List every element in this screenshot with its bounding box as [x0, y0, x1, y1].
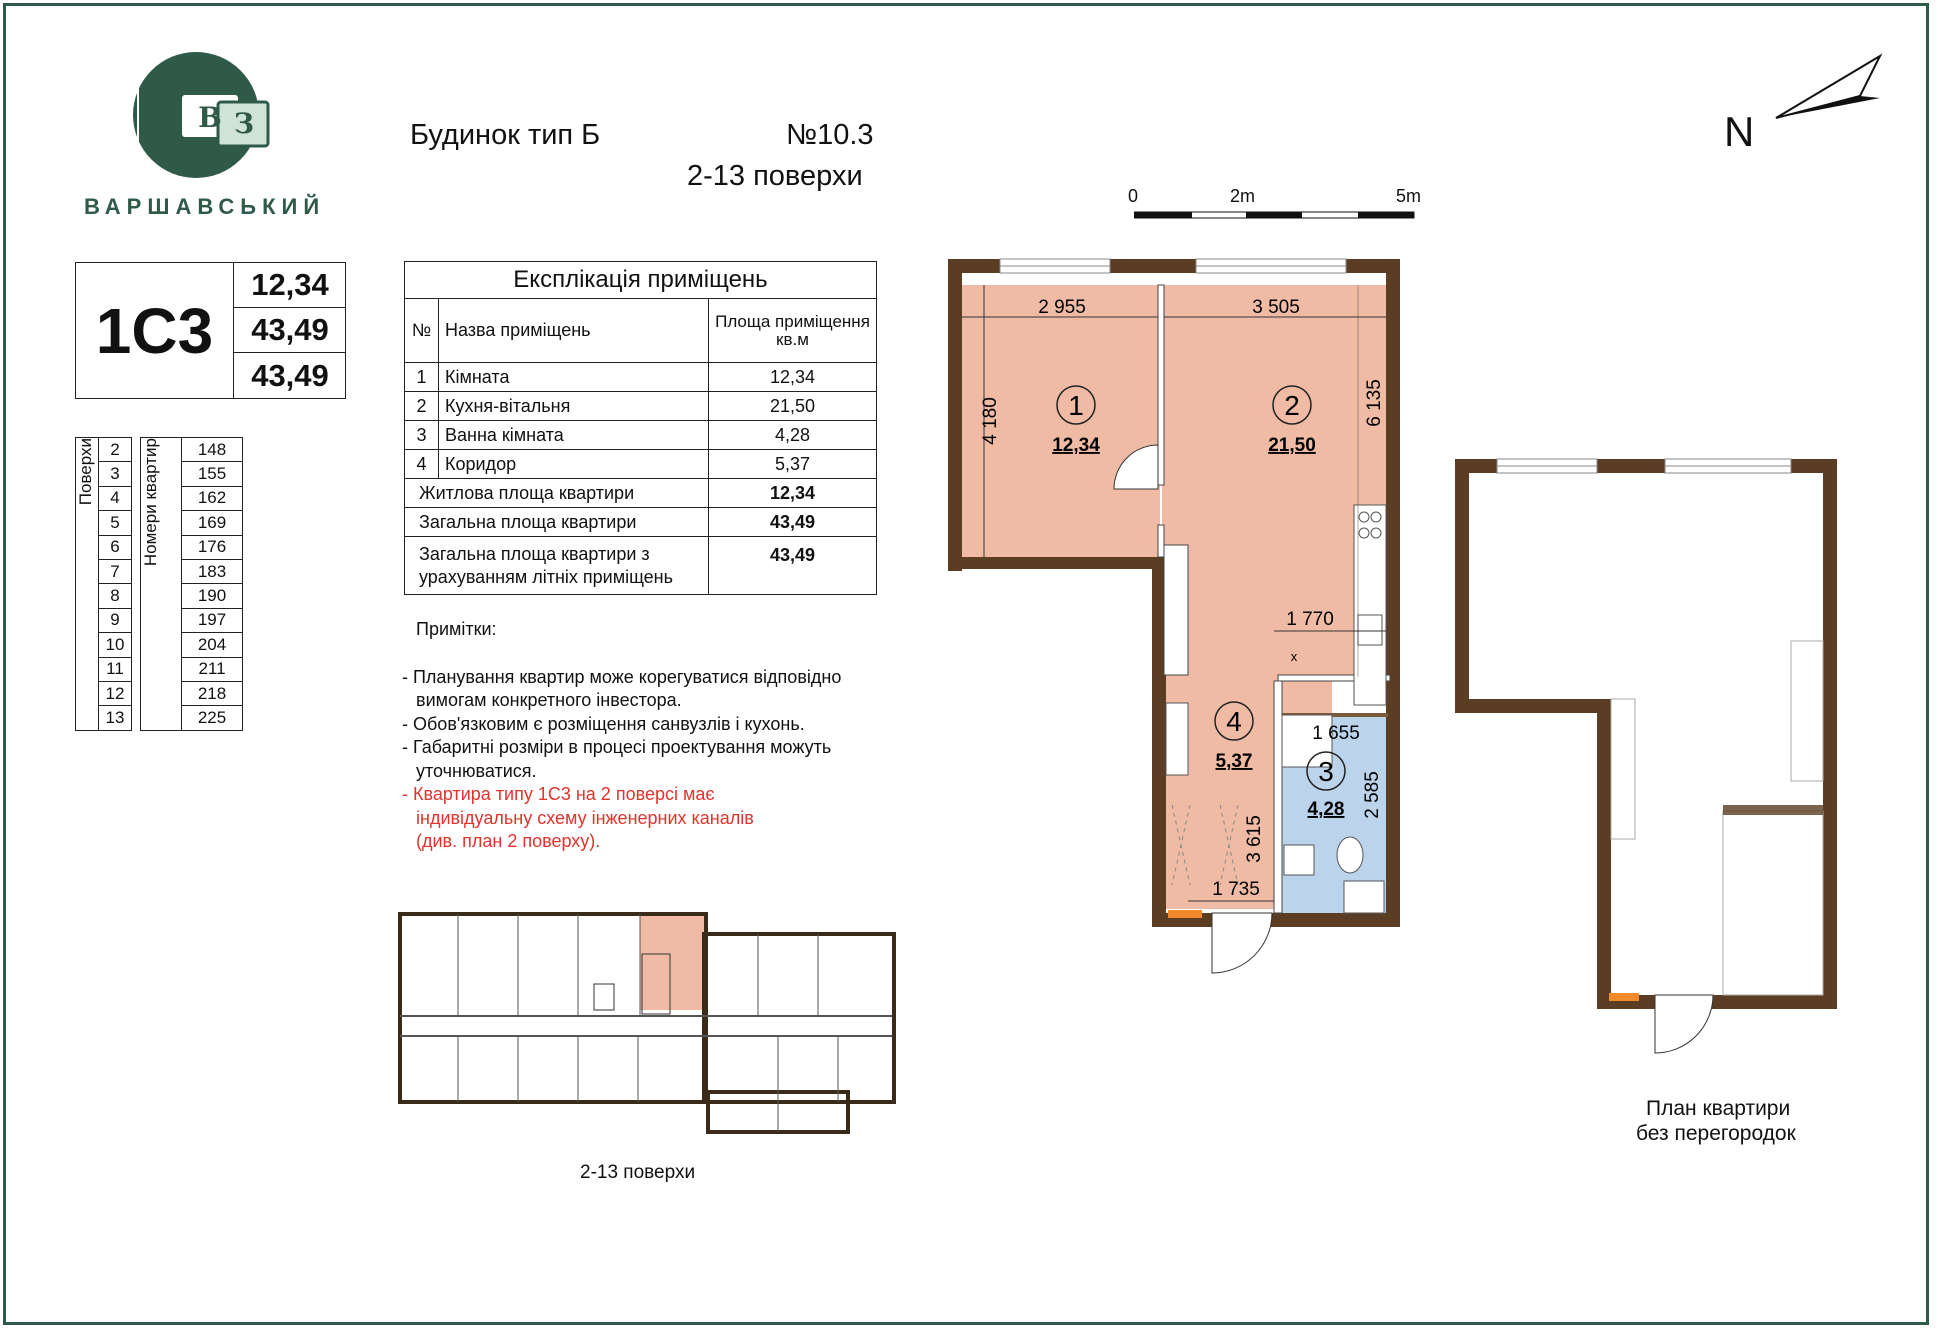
floors-range: 2-13 поверхи [687, 160, 863, 192]
col-name-header: Назва приміщень [439, 299, 709, 363]
apartment-number: 225 [182, 706, 243, 730]
scale-label-0: 0 [1128, 186, 1139, 206]
dim-1655: 1 655 [1312, 723, 1360, 744]
room-3-number: 3 [1318, 756, 1334, 787]
room-4-number: 4 [1226, 706, 1242, 737]
dim-3615: 3 615 [1244, 815, 1265, 863]
floor-number: 6 [99, 535, 132, 559]
floor-number: 4 [99, 486, 132, 510]
note-line-red: індивідуальну схему інженерних каналів [416, 807, 754, 828]
floor-number: 5 [99, 511, 132, 535]
dim-3505: 3 505 [1252, 297, 1300, 318]
note-line: - Габаритні розміри в процесі проектування можуть [402, 737, 832, 757]
scale-label-2m: 2m [1230, 186, 1256, 206]
scale-bar [1134, 210, 1416, 220]
floor-number: 11 [99, 657, 132, 681]
brand-name: ВАРШАВСЬКИЙ [84, 194, 326, 219]
room-area: 12,34 [709, 363, 877, 392]
apartment-number: 162 [182, 486, 243, 510]
explication-table [404, 261, 877, 595]
dim-6135: 6 135 [1364, 379, 1385, 427]
col-no-header: № [405, 299, 439, 363]
apartment-numbers-label: Номери квартир [141, 438, 160, 567]
room-area: 4,28 [709, 421, 877, 450]
room-area: 21,50 [709, 392, 877, 421]
note-line: - Планування квартир може корегуватися відповідно [402, 666, 842, 687]
kitchen-counter [1354, 505, 1386, 705]
floor-number: 2 [99, 438, 132, 462]
room-name: Кімната [439, 363, 709, 392]
floor-number: 13 [99, 706, 132, 730]
dim-1770: 1 770 [1286, 609, 1334, 630]
room-2-number: 2 [1284, 390, 1300, 421]
room-3-area: 4,28 [1307, 799, 1345, 820]
scale-label-5m: 5m [1396, 186, 1422, 206]
floor-row [76, 438, 243, 462]
floor-number: 9 [99, 608, 132, 632]
logo-letter-v: В [198, 101, 222, 134]
dim-4180: 4 180 [980, 397, 1001, 445]
dim-1735: 1 735 [1212, 879, 1260, 900]
total-area-label: Загальна площа квартири [405, 508, 709, 537]
room-no: 4 [405, 450, 439, 479]
empty-plan-caption-line2: без перегородок [1636, 1122, 1796, 1145]
floor-number: 10 [99, 633, 132, 657]
apartment-number: 204 [182, 633, 243, 657]
room-name: Ванна кімната [439, 421, 709, 450]
apartment-code: 1С3 [76, 263, 234, 398]
building-number: №10.3 [786, 119, 874, 151]
apartment-number: 176 [182, 535, 243, 559]
room-area: 5,37 [709, 450, 877, 479]
washer-icon [1284, 845, 1314, 875]
note-line: - Обов'язковим є розміщення санвузлів і кухонь. [402, 713, 805, 734]
apartment-number: 190 [182, 584, 243, 608]
dim-2585: 2 585 [1362, 771, 1383, 819]
floor-number: 12 [99, 681, 132, 705]
floor-number: 3 [99, 462, 132, 486]
building-type: Будинок тип Б [410, 119, 601, 151]
apartment-plan-without-partitions [1455, 455, 1845, 1075]
apartment-number: 197 [182, 608, 243, 632]
floors-table [75, 437, 243, 731]
note-line: вимогам конкретного інвестора. [416, 690, 682, 710]
apartment-number: 169 [182, 511, 243, 535]
toilet-icon [1337, 837, 1363, 873]
empty-plan-caption-line1: План квартири [1646, 1097, 1791, 1120]
note-line-red: (див. план 2 поверху). [416, 831, 601, 851]
notes-title: Примітки: [416, 619, 497, 639]
room-2-area: 21,50 [1268, 435, 1316, 456]
note-line: уточнюватися. [416, 760, 537, 781]
brand-logo [128, 50, 288, 180]
room-name: Кухня-вітальня [439, 392, 709, 421]
apartment-living-area: 12,34 [234, 263, 346, 308]
room-no: 2 [405, 392, 439, 421]
room-4-area: 5,37 [1215, 751, 1253, 772]
room-no: 3 [405, 421, 439, 450]
sink-mark: x [1290, 649, 1298, 664]
keyplan-caption: 2-13 поверхи [580, 1162, 696, 1183]
apartment-summary [75, 262, 346, 399]
room-no: 1 [405, 363, 439, 392]
north-label: N [1724, 108, 1755, 155]
note-line-red: - Квартира типу 1С3 на 2 поверсі має [402, 784, 715, 804]
col-area-header: Площа приміщення кв.м [709, 299, 877, 363]
apartment-number: 183 [182, 559, 243, 583]
apartment-number: 218 [182, 681, 243, 705]
floor-number: 8 [99, 584, 132, 608]
building-key-plan [398, 912, 898, 1134]
north-arrow-icon [1770, 52, 1886, 124]
apartment-total-summer-area: 43,49 [251, 357, 329, 393]
total-area-value: 43,49 [709, 508, 877, 537]
apartment-floor-plan [940, 245, 1420, 1005]
living-area-label: Житлова площа квартири [405, 479, 709, 508]
room-1-area: 12,34 [1052, 435, 1100, 456]
room-1-number: 1 [1068, 390, 1084, 421]
apartment-number: 148 [182, 438, 243, 462]
apartment-total-area: 43,49 [234, 308, 346, 353]
dim-2955: 2 955 [1038, 297, 1086, 318]
living-area-value: 12,34 [709, 479, 877, 508]
floors-label: Поверхи [76, 438, 95, 506]
floor-number: 7 [99, 559, 132, 583]
total-summer-area-label: Загальна площа квартири з урахуванням літніх приміщень [405, 537, 709, 595]
notes [402, 618, 841, 854]
apartment-number: 211 [182, 657, 243, 681]
explication-title: Експлікація приміщень [405, 262, 877, 299]
logo-letter-z: З [233, 107, 255, 140]
apartment-number: 155 [182, 462, 243, 486]
room-name: Коридор [439, 450, 709, 479]
total-summer-area-value: 43,49 [709, 537, 877, 595]
